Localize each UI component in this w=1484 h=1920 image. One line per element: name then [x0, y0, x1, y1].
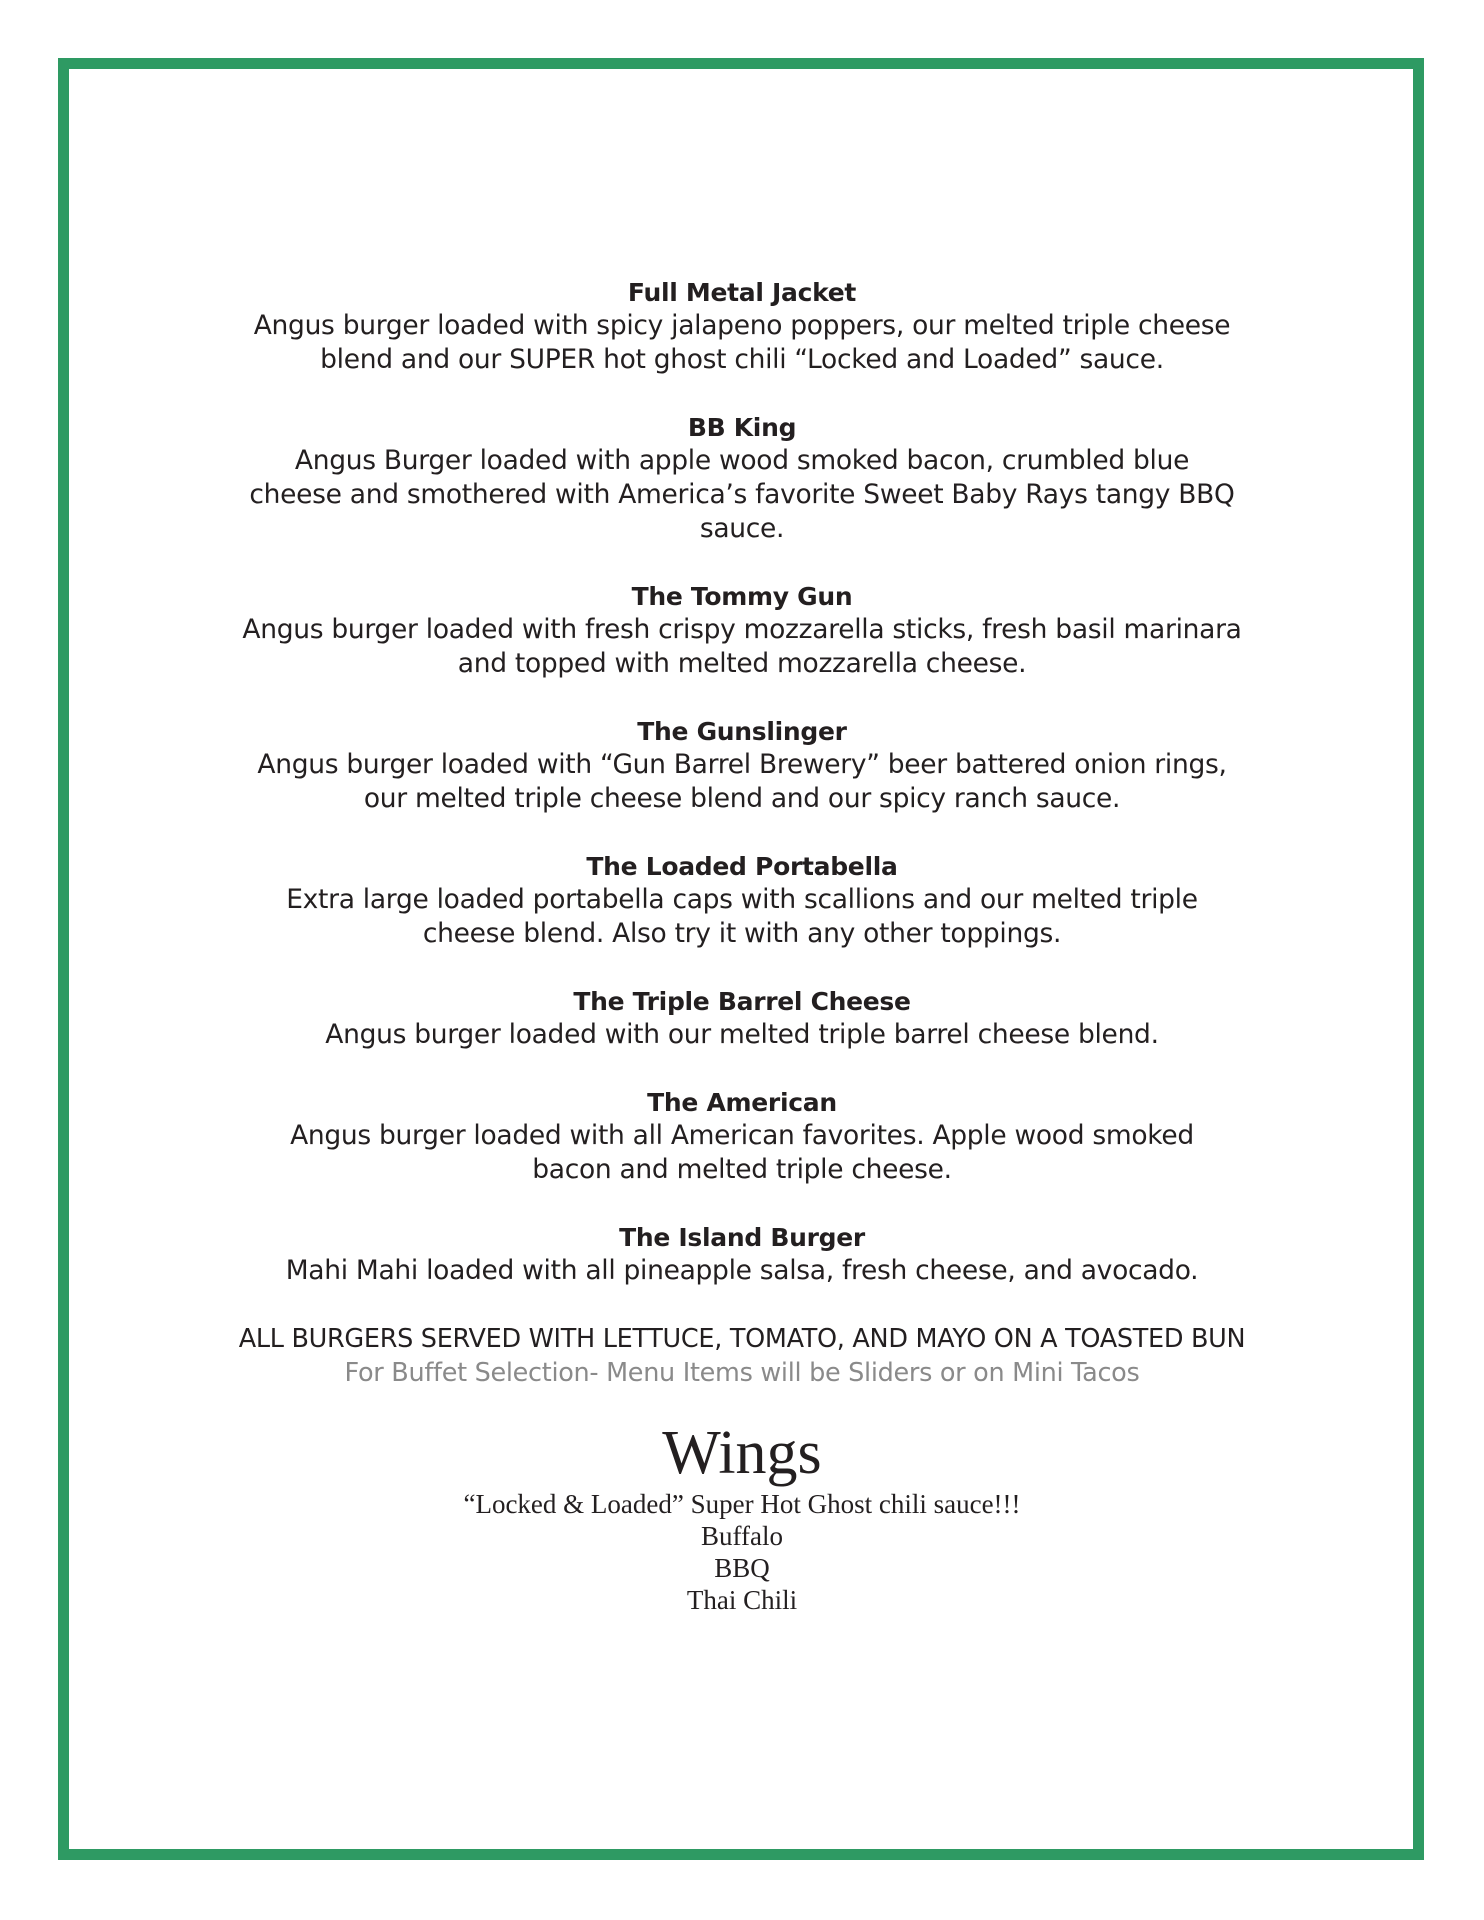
- wings-sauce-list: [200, 1488, 1284, 1616]
- menu-item-description: [200, 309, 1284, 377]
- description-line: blend and our SUPER hot ghost chili “Locked and Loaded” sauce.: [320, 344, 1164, 375]
- menu-item: [200, 276, 1284, 377]
- wings-section: [200, 1418, 1284, 1616]
- description-line: Extra large loaded portabella caps with scallions and our melted triple: [286, 884, 1198, 915]
- menu-item: [200, 411, 1284, 546]
- burger-list: [200, 276, 1284, 1288]
- menu-item-name: BB King: [687, 413, 797, 442]
- menu-item-description: [200, 613, 1284, 681]
- menu-item-description: [200, 1018, 1284, 1052]
- wing-sauce: BBQ: [714, 1553, 770, 1583]
- description-line: and topped with melted mozzarella cheese.: [457, 648, 1027, 679]
- description-line: our melted triple cheese blend and our spicy ranch sauce.: [363, 783, 1121, 814]
- menu-item: [200, 1086, 1284, 1187]
- description-line: sauce.: [699, 513, 785, 544]
- wing-sauce: Buffalo: [701, 1521, 783, 1551]
- menu-item-name: The Triple Barrel Cheese: [573, 987, 911, 1016]
- description-line: Angus Burger loaded with apple wood smoked bacon, crumbled blue: [294, 445, 1190, 476]
- description-line: cheese and smothered with America’s favorite Sweet Baby Rays tangy BBQ: [249, 479, 1235, 510]
- description-line: Angus burger loaded with our melted triple barrel cheese blend.: [325, 1019, 1159, 1050]
- menu-item-description: [200, 1254, 1284, 1288]
- menu-item: [200, 1221, 1284, 1288]
- description-line: Angus burger loaded with spicy jalapeno poppers, our melted triple cheese: [253, 310, 1231, 341]
- menu-item: [200, 850, 1284, 951]
- wings-title: Wings: [662, 1419, 822, 1487]
- wing-sauce: “Locked & Loaded” Super Hot Ghost chili sauce!!!: [463, 1489, 1021, 1519]
- menu-item-name: The Island Burger: [619, 1223, 865, 1252]
- wing-sauce: Thai Chili: [686, 1585, 798, 1615]
- description-line: Angus burger loaded with “Gun Barrel Brewery” beer battered onion rings,: [257, 749, 1227, 780]
- description-line: Mahi Mahi loaded with all pineapple salsa, fresh cheese, and avocado.: [285, 1255, 1199, 1286]
- description-line: Angus burger loaded with all American favorites. Apple wood smoked: [290, 1120, 1194, 1151]
- description-line: cheese blend. Also try it with any other toppings.: [422, 918, 1062, 949]
- menu-item-description: [200, 883, 1284, 951]
- menu-item: [200, 985, 1284, 1052]
- menu-item-name: Full Metal Jacket: [627, 278, 857, 307]
- menu-item: [200, 715, 1284, 816]
- buffet-note: For Buffet Selection- Menu Items will be Sliders or on Mini Tacos: [344, 1358, 1140, 1388]
- menu-item-name: The Loaded Portabella: [586, 852, 898, 881]
- menu-item-description: [200, 444, 1284, 546]
- menu-content: [200, 276, 1284, 1616]
- menu-item-name: The Gunslinger: [637, 717, 847, 746]
- menu-item-description: [200, 748, 1284, 816]
- burger-service-notice: ALL BURGERS SERVED WITH LETTUCE, TOMATO, AND MAYO ON A TOASTED BUN: [238, 1324, 1246, 1354]
- menu-item: [200, 580, 1284, 681]
- menu-item-description: [200, 1119, 1284, 1187]
- menu-item-name: The American: [647, 1088, 837, 1117]
- menu-item-name: The Tommy Gun: [631, 582, 853, 611]
- description-line: bacon and melted triple cheese.: [532, 1154, 952, 1185]
- description-line: Angus burger loaded with fresh crispy mozzarella sticks, fresh basil marinara: [242, 614, 1242, 645]
